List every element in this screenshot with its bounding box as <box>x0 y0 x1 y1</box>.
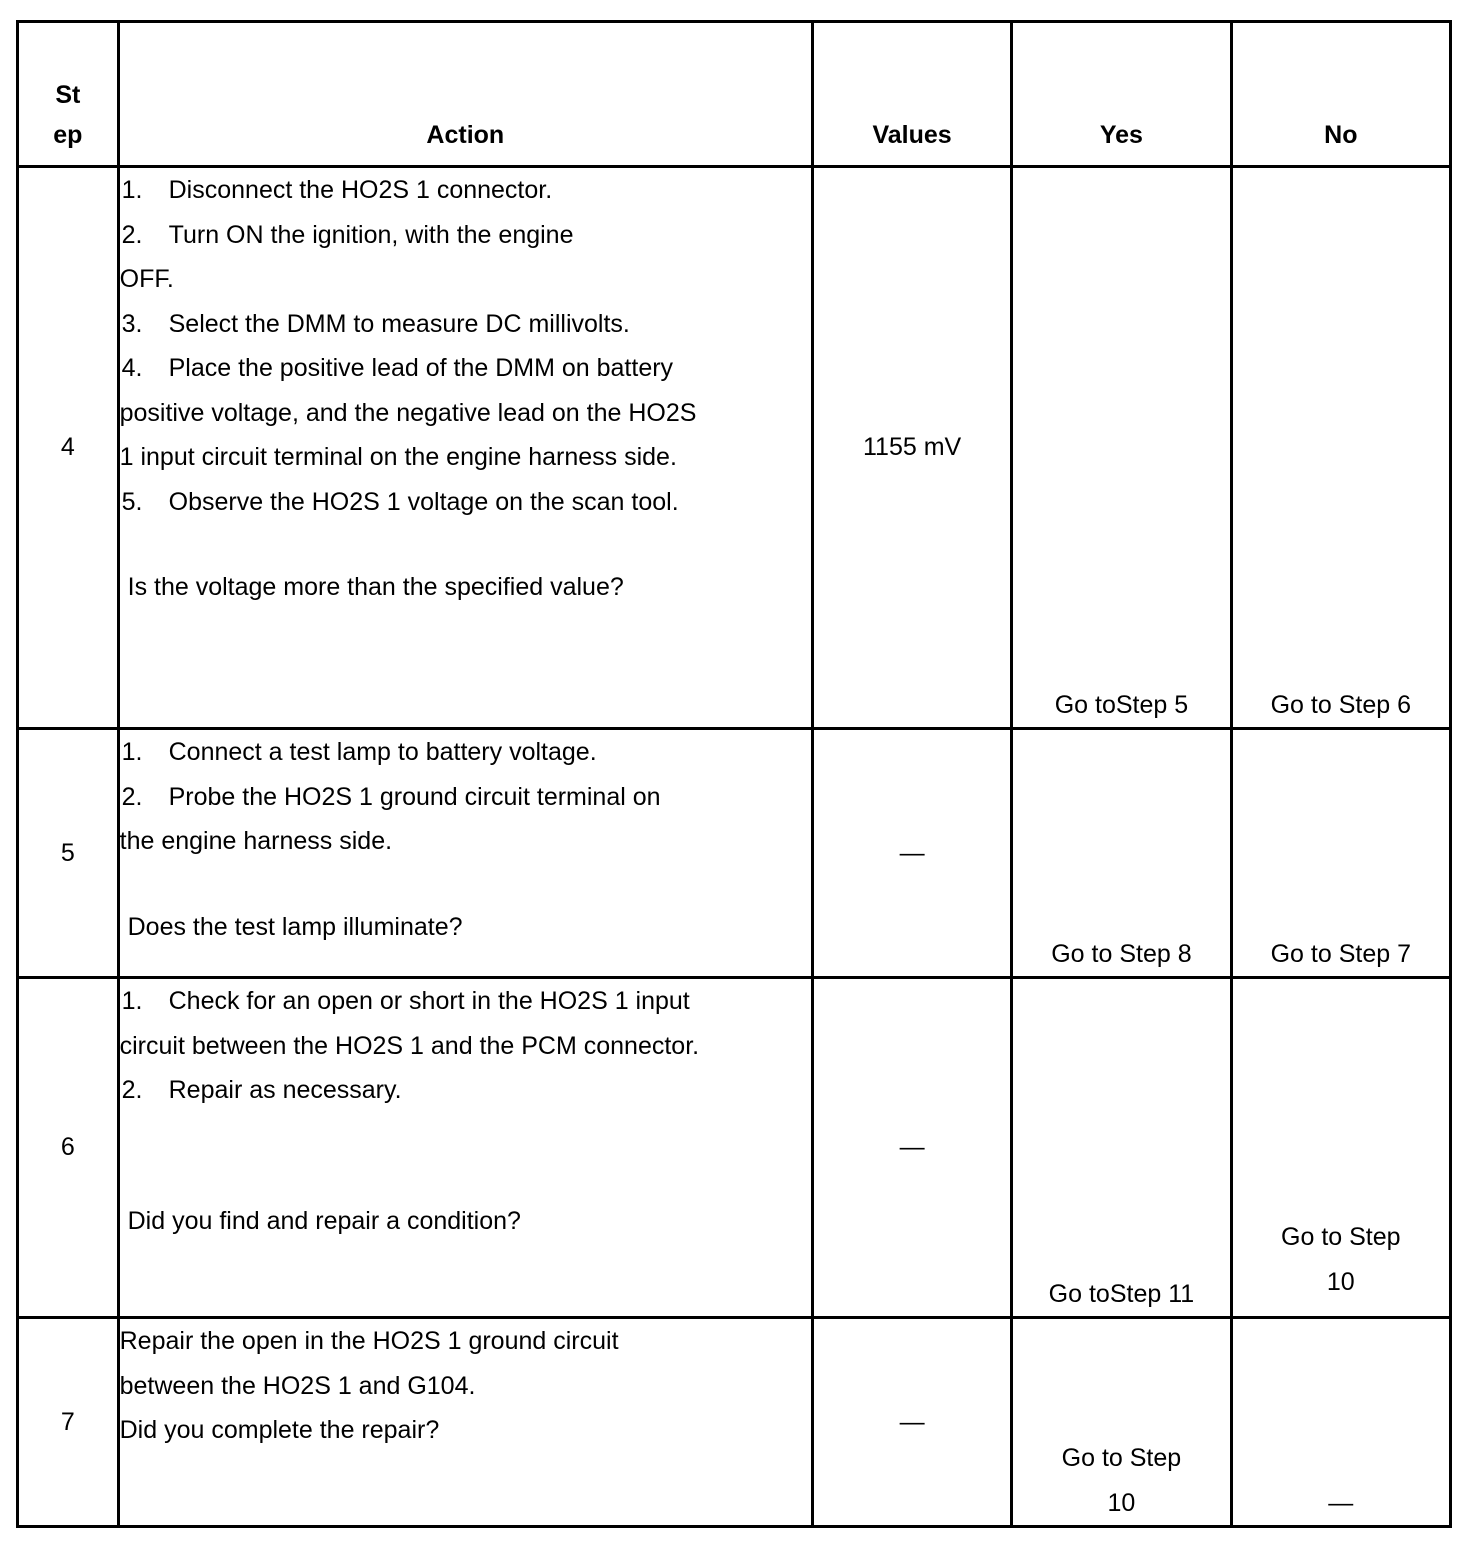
no-cell: Go to Step 6 <box>1231 167 1450 729</box>
step-number: 4 <box>18 167 119 729</box>
no-cell: — <box>1231 1318 1450 1527</box>
action-item: 1. Check for an open or short in the HO2S 1 input circuit between the HO2S 1 and the PCM connector. <box>119 987 700 1060</box>
yes-cell: Go toStep 11 <box>1012 978 1231 1318</box>
action-item: 1. Connect a test lamp to battery voltage. <box>121 738 597 766</box>
action-question: Does the test lamp illuminate? <box>127 912 463 941</box>
value-cell: — <box>812 1318 1011 1527</box>
yes-cell: Go toStep 5 <box>1012 167 1231 729</box>
action-question: Did you complete the repair? <box>119 1416 440 1444</box>
action-item: 3. Select the DMM to measure DC millivolts. <box>121 309 630 338</box>
diagnostic-table <box>16 20 1452 1528</box>
no-cell: Go to Step 7 <box>1231 729 1450 978</box>
action-question: Is the voltage more than the specified value? <box>127 573 624 601</box>
action-cell <box>118 167 812 729</box>
action-cell <box>118 729 812 978</box>
header-yes: Yes <box>1012 22 1231 167</box>
step-number: 7 <box>18 1318 119 1527</box>
value-cell: — <box>812 978 1011 1318</box>
action-question: Did you find and repair a condition? <box>127 1206 521 1235</box>
header-row <box>18 22 1451 167</box>
value-cell: — <box>812 729 1011 978</box>
header-action: Action <box>118 22 812 167</box>
table-row <box>18 167 1451 729</box>
action-item: 1. Disconnect the HO2S 1 connector. <box>121 176 553 204</box>
action-item: 2. Probe the HO2S 1 ground circuit terminal on the engine harness side. <box>119 782 661 855</box>
step-number: 5 <box>18 729 119 978</box>
yes-cell: Go to Step 8 <box>1012 729 1231 978</box>
yes-cell: Go to Step 10 <box>1012 1318 1231 1527</box>
table-row <box>18 978 1451 1318</box>
action-cell <box>118 978 812 1318</box>
action-item: 5. Observe the HO2S 1 voltage on the scan tool. <box>121 487 679 516</box>
header-step: St ep <box>18 22 119 167</box>
table-row <box>18 1318 1451 1527</box>
table-row <box>18 729 1451 978</box>
action-text: Repair the open in the HO2S 1 ground circuit between the HO2S 1 and G104. <box>119 1327 619 1400</box>
action-cell <box>118 1318 812 1527</box>
step-number: 6 <box>18 978 119 1318</box>
action-item: 2. Turn ON the ignition, with the engine OFF. <box>119 220 574 293</box>
no-cell: Go to Step 10 <box>1231 978 1450 1318</box>
header-no: No <box>1231 22 1450 167</box>
header-values: Values <box>812 22 1011 167</box>
action-item: 4. Place the positive lead of the DMM on battery positive voltage, and the negative lead on the HO2S 1 input circuit terminal on the engine harness side. <box>119 354 697 471</box>
action-item: 2. Repair as necessary. <box>121 1076 402 1104</box>
value-cell: 1155 mV <box>812 167 1011 729</box>
